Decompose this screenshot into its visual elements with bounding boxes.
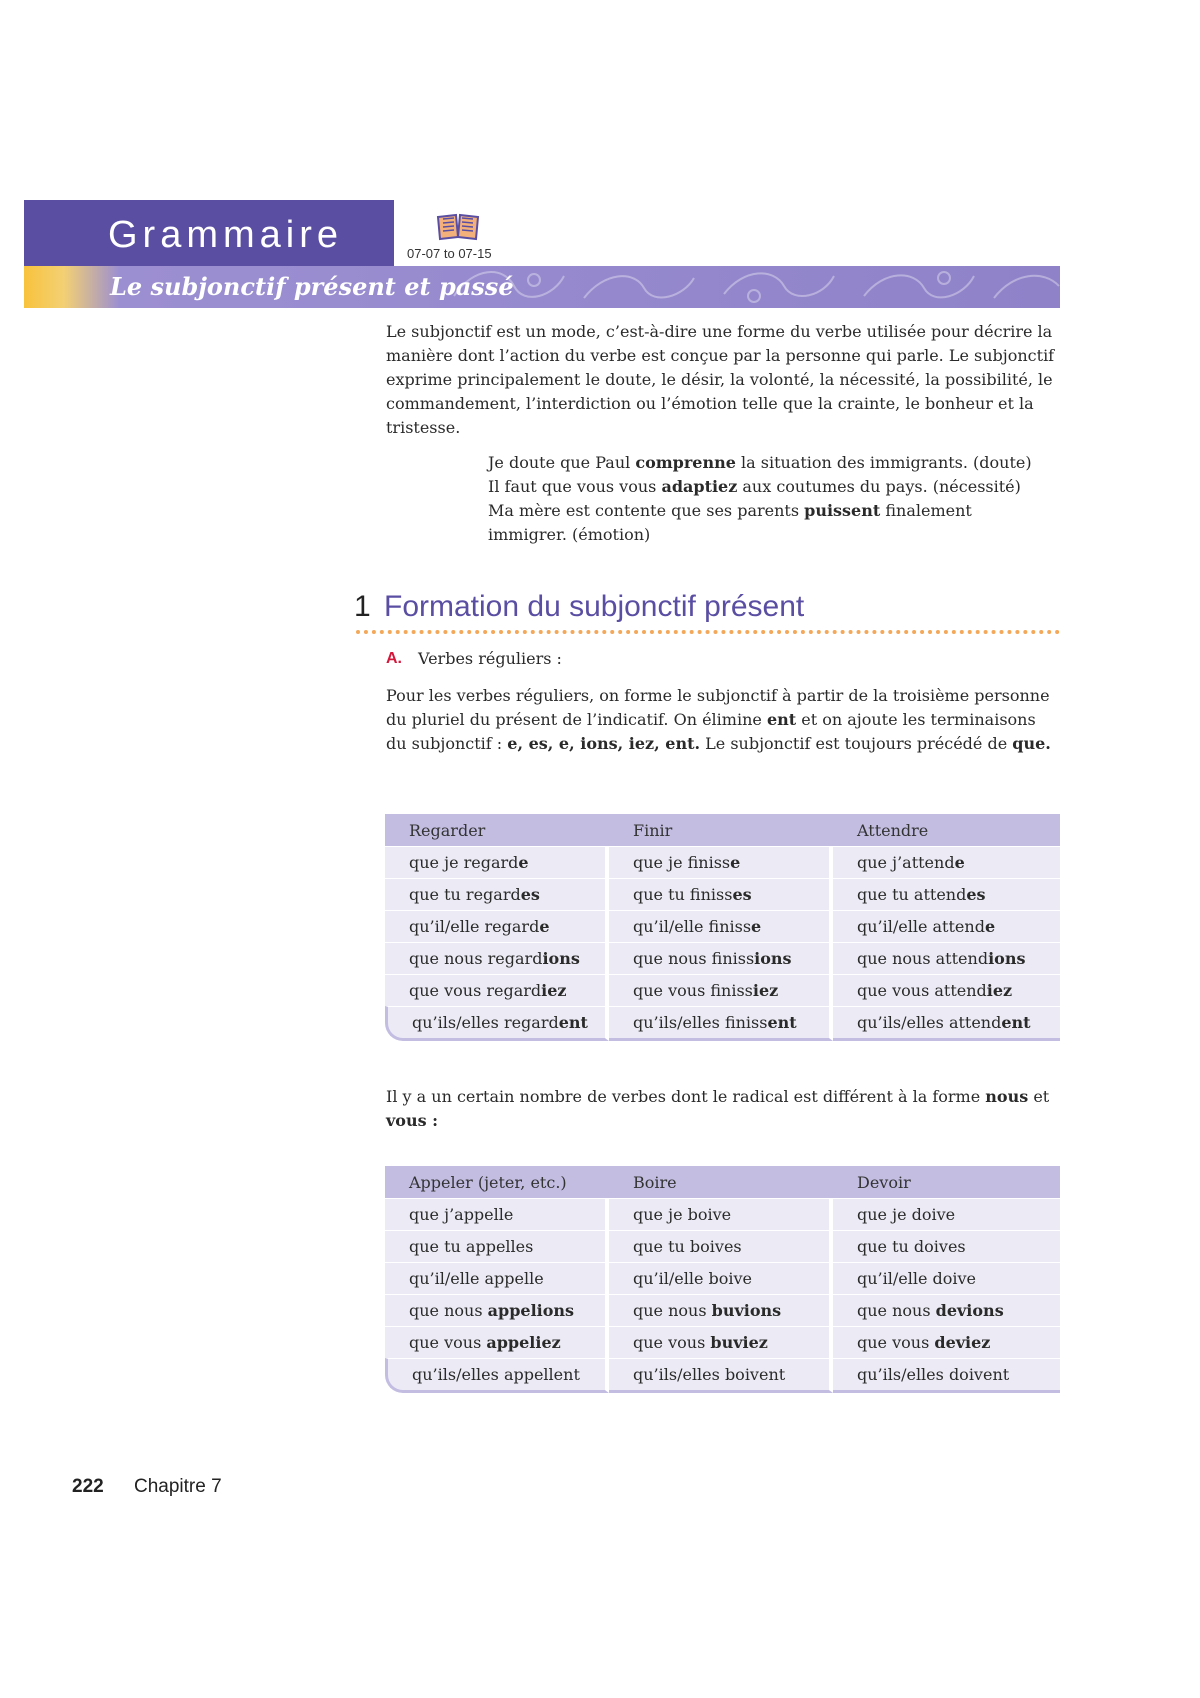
subtitle-band — [24, 266, 1060, 308]
conjugation-stem: que j’attend — [857, 853, 955, 872]
conjugation-cell — [833, 1294, 1060, 1326]
conjugation-cell — [609, 974, 833, 1006]
conjugation-stem: que tu doives — [857, 1237, 966, 1256]
conjugation-ending: e — [954, 853, 965, 872]
conjugation-cell — [609, 878, 833, 910]
conjugation-stem: que nous — [857, 1301, 936, 1320]
conjugation-stem: qu’ils/elles appellent — [412, 1365, 580, 1384]
conjugation-cell — [833, 1198, 1060, 1230]
conjugation-cell — [385, 974, 609, 1006]
column-header: Regarder — [385, 814, 609, 846]
table-header-row — [385, 1166, 1060, 1198]
conjugation-cell — [609, 846, 833, 878]
conjugation-ending: iez — [986, 981, 1013, 1000]
conjugation-stem: que nous — [409, 1301, 488, 1320]
conjugation-stem: qu’il/elle doive — [857, 1269, 977, 1288]
conjugation-ending: es — [966, 885, 986, 904]
conjugation-stem: qu’il/elle regard — [409, 917, 540, 936]
conjugation-cell — [609, 1358, 833, 1393]
conjugation-cell — [609, 910, 833, 942]
conjugation-cell — [609, 1326, 833, 1358]
conjugation-stem: que vous attend — [857, 981, 987, 1000]
table-row — [385, 1326, 1060, 1358]
conjugation-stem: que nous — [633, 1301, 712, 1320]
example-sentence: Je doute que Paul comprenne la situation des immigrants. (doute) — [488, 453, 1032, 472]
irregular-stem-verbs-table — [385, 1166, 1060, 1393]
conjugation-stem: que vous finiss — [633, 981, 753, 1000]
subsection-letter: A. — [386, 650, 402, 667]
regular-verbs-table — [385, 814, 1060, 1041]
conjugation-stem: que vous — [857, 1333, 935, 1352]
conjugation-cell — [609, 1262, 833, 1294]
conjugation-stem: qu’il/elle finiss — [633, 917, 752, 936]
conjugation-stem: que tu regard — [409, 885, 521, 904]
conjugation-ending: e — [539, 917, 550, 936]
conjugation-stem: qu’il/elle appelle — [409, 1269, 544, 1288]
section-title: Formation du subjonctif présent — [384, 590, 805, 623]
conjugation-ending: ent — [558, 1013, 588, 1032]
conjugation-stem: qu’ils/elles attend — [857, 1013, 1002, 1032]
conjugation-stem: qu’ils/elles finiss — [633, 1013, 768, 1032]
conjugation-stem: que tu finiss — [633, 885, 733, 904]
conjugation-cell — [833, 974, 1060, 1006]
resource-code: 07-07 to 07-15 — [407, 246, 492, 261]
conjugation-ending: iez — [752, 981, 779, 1000]
regular-verbs-paragraph: Pour les verbes réguliers, on forme le subjonctif à partir de la troisième personne du pluriel du présent de l’indicatif. On élimine ent et on ajoute les terminaisons du subjonctif : e, es, e, ions, iez, ent. Le subjonctif est toujours précédé de que. — [386, 686, 1051, 753]
conjugation-stem: qu’ils/elles regard — [412, 1013, 559, 1032]
conjugation-stem: que tu appelles — [409, 1237, 534, 1256]
column-header: Devoir — [833, 1166, 1060, 1198]
example-sentence: Ma mère est contente que ses parents puissent finalement immigrer. (émotion) — [488, 501, 972, 544]
conjugation-ending: es — [732, 885, 752, 904]
table-row — [385, 942, 1060, 974]
column-header: Boire — [609, 1166, 833, 1198]
conjugation-ending: ions — [542, 949, 580, 968]
conjugation-ending: iez — [541, 981, 567, 1000]
intro-paragraph: Le subjonctif est un mode, c’est-à-dire une forme du verbe utilisée pour décrire la manière dont l’action du verbe est conçue par la personne qui parle. Le subjonctif exprime principalement le doute, le désir, la volonté, la nécessité, la possibilité, le commandement, l’interdiction ou l’émotion telle que la crainte, le bonheur et la tristesse. — [386, 322, 1055, 437]
conjugation-ending: buviez — [710, 1333, 768, 1352]
conjugation-cell — [609, 1006, 833, 1041]
conjugation-stem: que vous — [409, 1333, 487, 1352]
section-number: 1 — [354, 590, 371, 623]
conjugation-cell — [833, 1230, 1060, 1262]
column-header: Appeler (jeter, etc.) — [385, 1166, 609, 1198]
conjugation-stem: qu’ils/elles doivent — [857, 1365, 1010, 1384]
conjugation-ending: deviez — [934, 1333, 991, 1352]
conjugation-cell — [385, 846, 609, 878]
dotted-divider — [356, 630, 1060, 634]
table-row — [385, 1006, 1060, 1041]
conjugation-cell — [833, 878, 1060, 910]
grammar-title-box — [24, 200, 394, 266]
conjugation-cell — [833, 1262, 1060, 1294]
conjugation-cell — [609, 1230, 833, 1262]
table-row — [385, 910, 1060, 942]
table-header-row — [385, 814, 1060, 846]
conjugation-ending: e — [518, 853, 529, 872]
conjugation-ending: appelions — [487, 1301, 575, 1320]
column-header: Attendre — [833, 814, 1060, 846]
page-number: 222 — [72, 1476, 104, 1497]
table-row — [385, 1198, 1060, 1230]
conjugation-stem: que vous regard — [409, 981, 542, 1000]
conjugation-ending: ions — [988, 949, 1026, 968]
conjugation-ending: e — [984, 917, 996, 936]
conjugation-stem: que nous finiss — [633, 949, 755, 968]
conjugation-cell — [385, 1230, 609, 1262]
conjugation-cell — [833, 1326, 1060, 1358]
conjugation-ending: appeliez — [486, 1333, 561, 1352]
conjugation-ending: devions — [935, 1301, 1004, 1320]
conjugation-ending: ent — [1001, 1013, 1031, 1032]
column-header: Finir — [609, 814, 833, 846]
swirl-pattern — [444, 266, 1060, 308]
conjugation-stem: que tu boives — [633, 1237, 742, 1256]
conjugation-cell — [609, 942, 833, 974]
conjugation-stem: qu’il/elle attend — [857, 917, 985, 936]
conjugation-cell — [385, 942, 609, 974]
conjugation-stem: que tu attend — [857, 885, 967, 904]
conjugation-cell — [609, 1198, 833, 1230]
chapter-label: Chapitre 7 — [134, 1476, 222, 1497]
conjugation-stem: que je boive — [633, 1205, 732, 1224]
table-row — [385, 878, 1060, 910]
conjugation-stem: que nous attend — [857, 949, 989, 968]
grammar-title: Grammaire — [108, 214, 344, 256]
conjugation-cell — [833, 942, 1060, 974]
conjugation-ending: buvions — [711, 1301, 782, 1320]
conjugation-ending: es — [520, 885, 540, 904]
conjugation-cell — [385, 1198, 609, 1230]
conjugation-stem: que je regard — [409, 853, 519, 872]
example-sentence: Il faut que vous vous adaptiez aux coutumes du pays. (nécessité) — [488, 477, 1021, 496]
table-row — [385, 1294, 1060, 1326]
conjugation-cell — [385, 1358, 609, 1393]
conjugation-stem: qu’ils/elles boivent — [633, 1365, 786, 1384]
conjugation-stem: que je doive — [857, 1205, 956, 1224]
conjugation-cell — [385, 1262, 609, 1294]
conjugation-cell — [385, 1294, 609, 1326]
book-icon — [436, 211, 480, 241]
stem-change-paragraph: Il y a un certain nombre de verbes dont le radical est différent à la forme nous et vous : — [386, 1087, 1050, 1130]
conjugation-cell — [385, 1326, 609, 1358]
table-row — [385, 1230, 1060, 1262]
conjugation-ending: e — [730, 853, 741, 872]
conjugation-stem: que nous regard — [409, 949, 543, 968]
conjugation-cell — [833, 910, 1060, 942]
conjugation-stem: qu’il/elle boive — [633, 1269, 753, 1288]
conjugation-cell — [385, 878, 609, 910]
conjugation-cell — [609, 1294, 833, 1326]
conjugation-stem: que je finiss — [633, 853, 731, 872]
subsection-label: Verbes réguliers : — [418, 649, 562, 668]
table-row — [385, 1358, 1060, 1393]
conjugation-cell — [833, 846, 1060, 878]
table-row — [385, 846, 1060, 878]
conjugation-ending: e — [751, 917, 762, 936]
conjugation-cell — [833, 1358, 1060, 1393]
conjugation-stem: que vous — [633, 1333, 711, 1352]
lesson-subtitle: Le subjonctif présent et passé — [110, 272, 514, 301]
conjugation-cell — [385, 1006, 609, 1041]
conjugation-ending: ions — [754, 949, 792, 968]
conjugation-ending: ent — [767, 1013, 797, 1032]
conjugation-stem: que j’appelle — [409, 1205, 514, 1224]
conjugation-cell — [833, 1006, 1060, 1041]
table-row — [385, 974, 1060, 1006]
conjugation-cell — [385, 910, 609, 942]
table-row — [385, 1262, 1060, 1294]
